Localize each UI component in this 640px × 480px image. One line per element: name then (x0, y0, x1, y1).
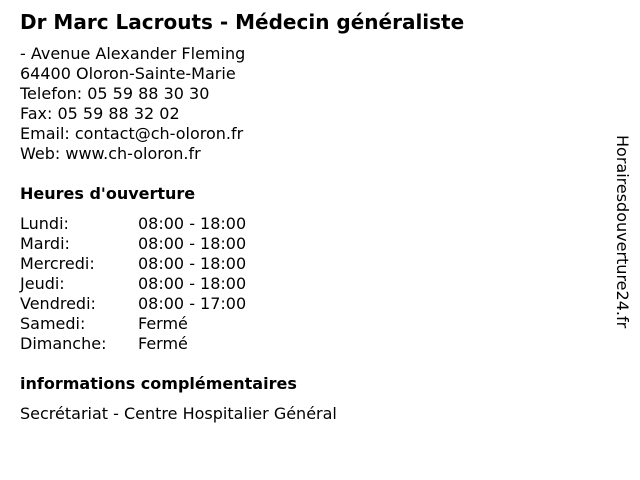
additional-info-heading: informations complémentaires (20, 374, 297, 393)
hours-value: 08:00 - 18:00 (138, 234, 247, 253)
hours-value: Fermé (138, 314, 188, 333)
day-label: Samedi: (20, 314, 86, 333)
day-label: Jeudi: (20, 274, 65, 293)
website-link[interactable]: Web: www.ch-oloron.fr (20, 144, 201, 163)
opening-hours-heading: Heures d'ouverture (20, 184, 196, 203)
hours-value: 08:00 - 18:00 (138, 274, 247, 293)
day-label: Mercredi: (20, 254, 95, 273)
hours-value: 08:00 - 18:00 (138, 214, 247, 233)
hours-value: 08:00 - 18:00 (138, 254, 247, 273)
city-postcode: 64400 Oloron-Sainte-Marie (20, 64, 236, 83)
day-label: Lundi: (20, 214, 69, 233)
day-label: Dimanche: (20, 334, 107, 353)
site-watermark: Horairesdouverture24.fr (613, 135, 632, 329)
additional-info-text: Secrétariat - Centre Hospitalier Général (20, 404, 337, 423)
fax-number: Fax: 05 59 88 32 02 (20, 104, 180, 123)
email-link[interactable]: Email: contact@ch-oloron.fr (20, 124, 244, 143)
hours-value: 08:00 - 17:00 (138, 294, 247, 313)
contact-block (20, 44, 245, 164)
phone-number[interactable]: Telefon: 05 59 88 30 30 (20, 84, 210, 103)
day-label: Vendredi: (20, 294, 96, 313)
hours-value: Fermé (138, 334, 188, 353)
street-address: - Avenue Alexander Fleming (20, 44, 246, 63)
page-title: Dr Marc Lacrouts - Médecin généraliste (20, 10, 465, 34)
day-label: Mardi: (20, 234, 70, 253)
